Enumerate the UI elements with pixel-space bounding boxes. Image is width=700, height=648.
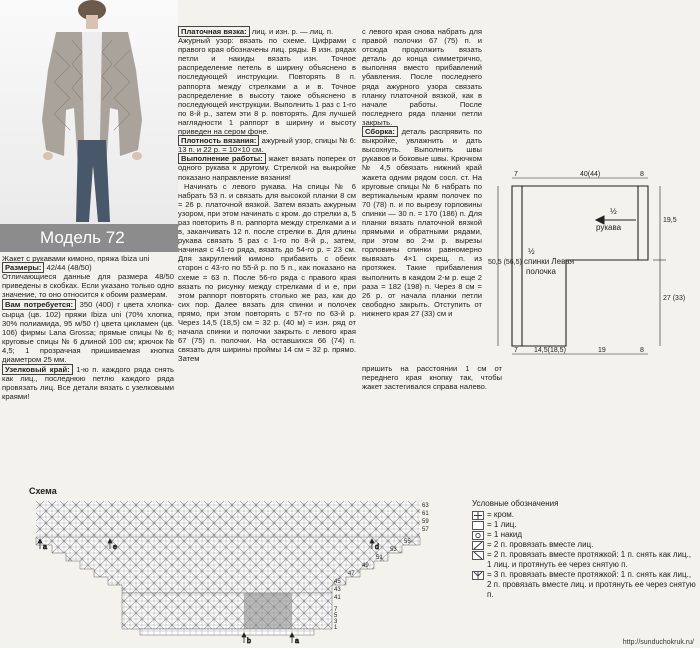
- knitting-chart: [22, 487, 452, 648]
- assembly-header: Сборка:: [362, 126, 398, 137]
- legend-text-knit: = 1 лиц.: [487, 520, 517, 529]
- sch-sleeve-label: рукава: [596, 223, 622, 232]
- sch-sleeve-half: ½: [610, 207, 617, 216]
- sch-back-label: спинки Левая: [524, 257, 575, 266]
- gauge-header: Плотность вязания:: [178, 135, 259, 146]
- legend-text-k2tog: = 2 п. провязать вместе лиц.: [487, 540, 594, 549]
- pattern-schematic: [488, 168, 698, 360]
- chart-row-43: 43: [334, 587, 341, 593]
- materials-block: [2, 300, 174, 364]
- sch-left-height: 50,5 (56,5): [488, 259, 522, 266]
- legend-text-sk2p: = 3 п. провязать вместе протяжкой: 1 п. снять как лиц., 2 п. провязать вместе лиц. и протянуть ее через снятую п.: [487, 570, 696, 599]
- sizes-block: [2, 263, 174, 272]
- chart-row-57: 57: [422, 527, 429, 533]
- legend-text-yo: = 1 накид: [487, 530, 523, 539]
- yarn-over-icon: [472, 531, 484, 540]
- legend: [472, 499, 697, 600]
- lace-text: Ажурный узор: вязать по схеме. Цифрами с правого края обозначены лиц. ряды. В изн. рядах петли и накиды вязать изн. Точное распределение петель в ширину объяснено в последующей инструкции. Повторять 8 п. раппорта между стрелками а и в. Точное распределение в высоту также объяснено в последующей инструкции. Выполнить 1 раз с 1-го по 8-й р., затем эти 8 р. повторять. Для лучшей наглядности 1 раппорт в ширину и высоту приведен на сером фоне.: [178, 36, 356, 137]
- legend-text-edge: = кром.: [487, 510, 515, 519]
- continue-text: с левого края снова набрать для правой полочки 67 (75) п. и отсюда продолжить вязать деталь до конца симметрично, выполняя вместо прибавлений убавления. После последнего ряда ажурного узора связать планку платочной вязкой, как в начале работы. После последнего ряда планки петли закрыть.: [362, 27, 482, 127]
- intro-text: Жакет с рукавами кимоно, пряжа Ibiza uni: [2, 254, 150, 263]
- chart-row-5: 5: [334, 613, 338, 619]
- chart-row-49: 49: [362, 563, 369, 569]
- sch-bottom-dim-1: 7: [514, 347, 518, 354]
- chart-row-1: 1: [334, 625, 338, 631]
- gauge-block: [178, 136, 356, 154]
- knit-stitch-icon: [472, 521, 484, 530]
- chart-arrow-b: b: [247, 638, 251, 645]
- column-1: [2, 254, 174, 402]
- stitch-block: [178, 27, 356, 36]
- footer-url: http://sunduchokruk.ru/: [622, 639, 694, 646]
- edge-header: Узелковый край:: [2, 364, 73, 375]
- button-note: пришить на расстоянии 1 см от переднего края кнопку так, чтобы жакет застегивался справа налево.: [362, 364, 502, 392]
- sch-bottom-dim-3: 19: [598, 347, 606, 354]
- sch-top-left: 7: [514, 171, 518, 178]
- chart-row-3: 3: [334, 619, 338, 625]
- edge-stitch-icon: [472, 511, 484, 520]
- work-block: [178, 154, 356, 181]
- chart-row-53: 53: [390, 547, 397, 553]
- chart-row-7: 7: [334, 607, 338, 613]
- chart-arrow-d: d: [375, 544, 379, 551]
- sk2p-icon: [472, 571, 484, 580]
- chart-arrow-a-left: a: [43, 544, 47, 551]
- chart-arrow-e: e: [113, 544, 117, 551]
- k2tog-icon: [472, 541, 484, 550]
- column-3: [362, 27, 482, 318]
- edge-text: 1-ю п. каждого ряда снять как лиц., последнюю петлю каждого ряда провязать лиц. Все детали вязать с узелковыми краями!: [2, 365, 174, 402]
- chart-row-51: 51: [376, 555, 383, 561]
- gauge-text: ажурный узор, спицы № 6: 13 п. и 22 р. = 10×10 см.: [178, 136, 356, 155]
- sizes-value: 42/44 (48/50): [46, 263, 92, 273]
- work-text: жакет вязать поперек от одного рукава к другому. Стрелкой на выкройке показано направление вязания!: [178, 154, 356, 182]
- legend-row-edge: [472, 510, 697, 520]
- legend-row-knit: [472, 520, 697, 530]
- sizes-header: Размеры:: [2, 262, 44, 273]
- work-header: Выполнение работы:: [178, 153, 266, 164]
- stitch-header: Платочная вязка:: [178, 26, 250, 37]
- sch-bottom-dim-2: 14,5(18,5): [534, 347, 566, 354]
- legend-row-yo: [472, 530, 697, 540]
- sch-top-width: 40(44): [580, 171, 601, 178]
- chart-arrow-a-right: a: [295, 638, 299, 645]
- sch-bottom-dim-4: 8: [640, 347, 644, 354]
- legend-title: Условные обозначения: [472, 499, 559, 508]
- stitch-text: лиц. и изн. р. — лиц. п.: [251, 27, 334, 36]
- assembly-block: [362, 127, 482, 318]
- chart-row-59: 59: [422, 519, 429, 525]
- chart-row-45: 45: [334, 579, 341, 585]
- chart-row-41: 41: [334, 595, 341, 601]
- ssk-icon: [472, 551, 484, 560]
- chart-row-63: 63: [422, 503, 429, 509]
- jacket-photo-illustration: [0, 0, 178, 252]
- legend-row-sk2p: [472, 570, 697, 600]
- legend-row-ssk: [472, 550, 697, 570]
- chart-row-61: 61: [422, 511, 429, 517]
- materials-header: Вам потребуется:: [2, 299, 76, 310]
- chart-title: Схема: [29, 486, 57, 496]
- chart-row-47: 47: [348, 571, 355, 577]
- sch-back-half: ½: [528, 247, 535, 256]
- assembly-text: деталь распрявить по выкройке, увлажнить и дать высохнуть. Выполнить швы рукавов и боковые швы. Крючком № 4,5 обвязать нижний край жакета одним рядом сосл. ст. На круговые спицы № 6 набрать по вертикальным краям полочек по 70 (78) п. и по вырезу горловины спинки — 30 п. = 170 (186) п. Для планки вязать платочной вязкой прямыми и обратными рядами, при этом во 2-м р. вырезы горловины спинки равномерно вывязать 4×1 скрещ. п. из протяжек. Такие прибавления выполнить в каждом 2-м р. еще 2 раза = 182 (198) п. Через 8 см = 26 р. от начала планки петли свободно закрыть. Отступить от нижнего края 27 (33) см и: [362, 127, 482, 318]
- model-photo: [0, 0, 178, 252]
- model-caption: Модель 72: [0, 224, 178, 252]
- sch-right-bottom: 27 (33): [663, 295, 686, 302]
- column-2: [178, 27, 356, 363]
- legend-text-ssk: = 2 п. провязать вместе протяжкой: 1 п. снять как лиц., 1 лиц. и протянуть ее через снятую п.: [487, 550, 692, 569]
- edge-block: [2, 365, 174, 401]
- legend-row-k2tog: [472, 540, 697, 550]
- sch-front-label: полочка: [526, 267, 556, 276]
- sch-right-top: 19,5: [663, 217, 677, 224]
- sizes-note: Отличающиеся данные для размера 48/50 приведены в скобках. Если указано только одно значение, то оно относится к обоим размерам.: [2, 272, 174, 300]
- chart-row-55: 55: [404, 539, 411, 545]
- materials-text: 350 (400) г цвета хлопка-сырца (цв. 102) пряжи Ibiza uni (70% хлопка, 30% полиамида, 95 м/50 г) цвета цикламен (цв. 106) фирмы Lana Grossa; прямые спицы № 6; круговые спицы № 6 длиной 100 см; крючок № 4,5; 1 прозрачная пришиваемая кнопка диаметром 25 мм.: [2, 300, 174, 365]
- sch-top-right: 8: [640, 171, 644, 178]
- sleeve-instructions: Начинать с левого рукава. На спицы № 6 набрать 53 п. и связать для высокой планки 8 см = 26 р. платочной вязкой. Затем вязать ажурным узором, при этом начинать с кром. до стрелки а, 5 раз повторить 8 п. раппорта между стрелками а и в, заканчивать 12 п. после стрелки в. Для длины рукава связать 5 раз с 1-го по 8-й р., затем, начиная с 41-го ряда, вязать до 54-го р. = 23 см. Для закруглений кимоно прибавить с обеих сторон с 43-го по 55-й р. по 5 п., как показано на схеме = 63 п. После 56-го ряда с правого края вязать по рисунку между стрелками d и e, при этом раппорт повторять столько же раз, как до сих пор. Далее вязать для спинки и полочек прямо, при этом повторять с 57-го по 63-й р. Через 14,5 (18,5) см = 32 р. (40 м) = изн. ряд от начала спинки и полочки закрыть с левого края 67 (75) п. полочки. На оставшихся 66 (74) п. связать для ширины проймы 14 см = 32 р. прямо. Затем: [178, 181, 356, 364]
